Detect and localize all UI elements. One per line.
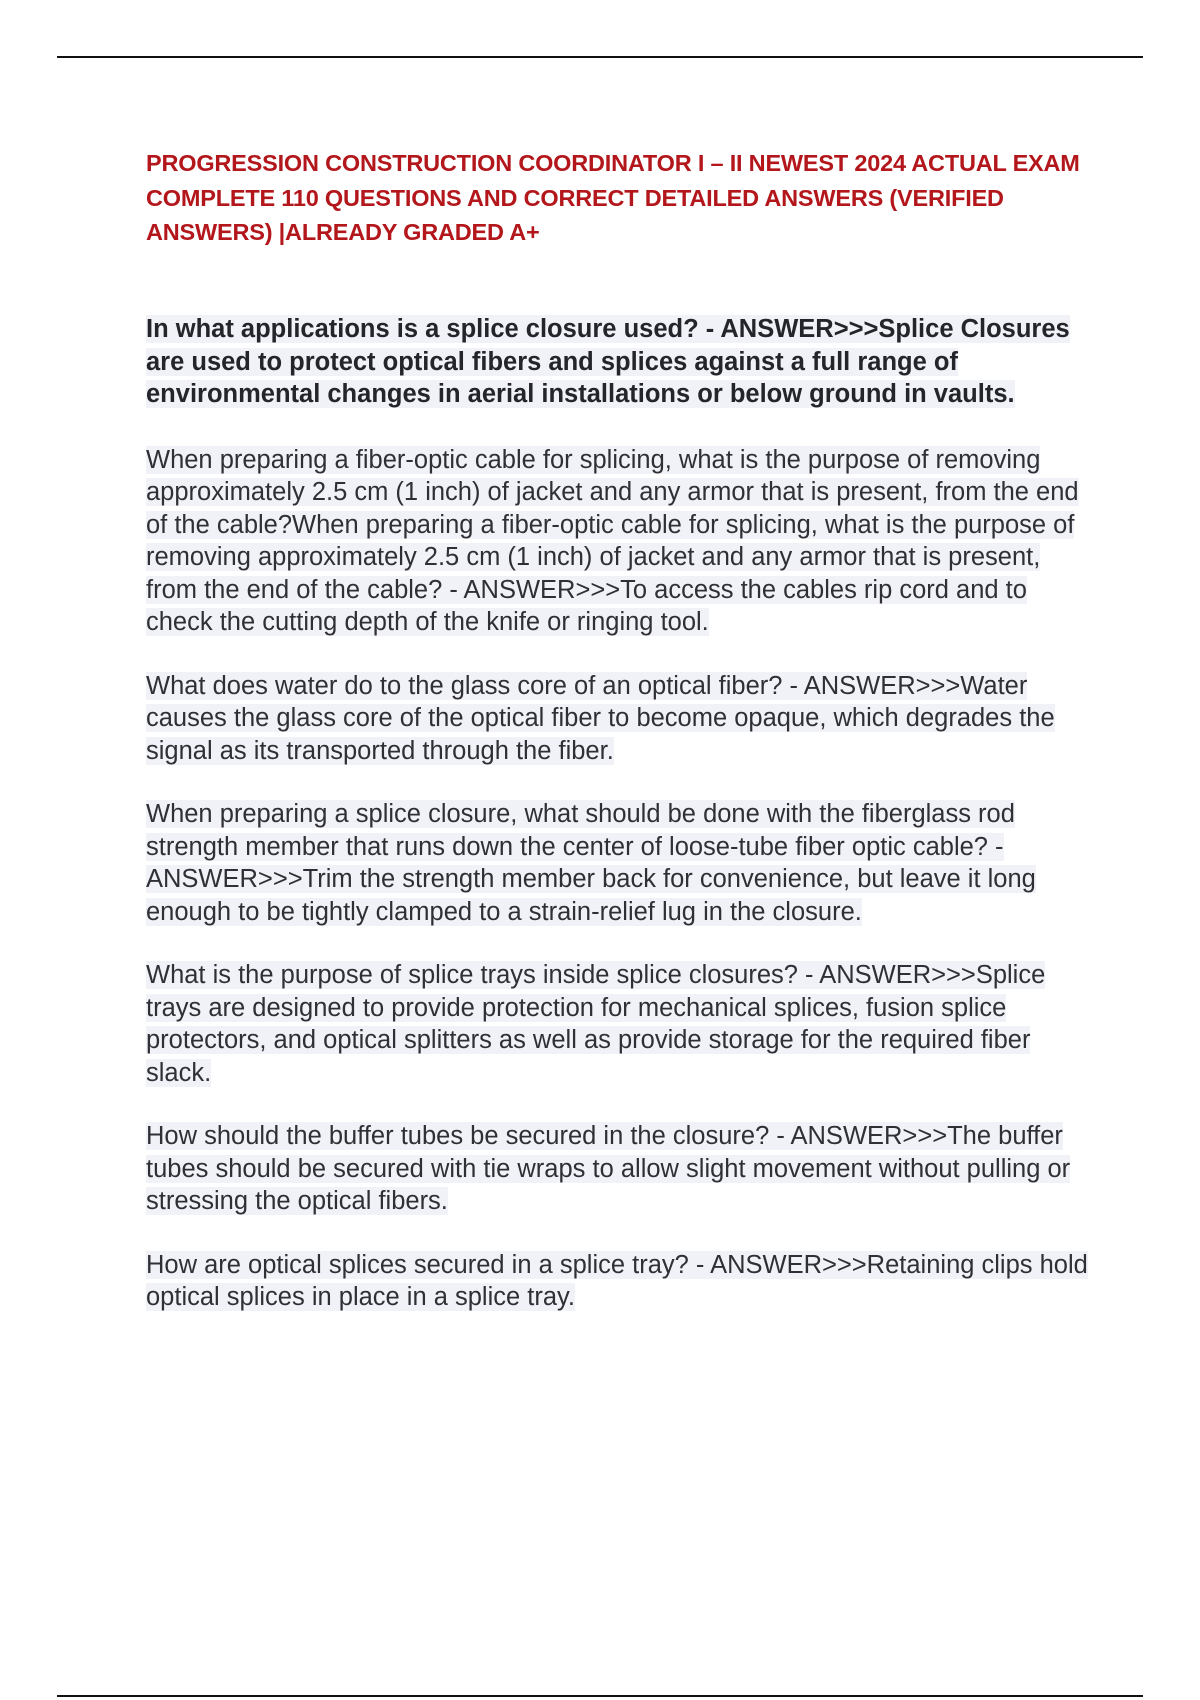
qa-entry [146,444,1091,639]
header-rule [57,56,1143,58]
qa-list [146,313,1091,1345]
qa-entry [146,313,1091,411]
qa-entry-text: How are optical splices secured in a splice tray? - ANSWER>>>Retaining clips hold optical splices in place in a splice tray. [146,1250,1088,1311]
qa-entry-text: When preparing a splice closure, what should be done with the fiberglass rod strength member that runs down the center of loose-tube fiber optic cable? - ANSWER>>>Trim the strength member back for convenience, but leave it long enough to be tightly clamped to a strain-relief lug in the closure. [146,800,1036,926]
qa-entry-text: When preparing a fiber-optic cable for splicing, what is the purpose of removing approximately 2.5 cm (1 inch) of jacket and any armor that is present, from the end of the cable?When preparing a fiber-optic cable for splicing, what is the purpose of removing approximately 2.5 cm (1 inch) of jacket and any armor that is present, from the end of the cable? - ANSWER>>>To access the cables rip cord and to check the cutting depth of the knife or ringing tool. [146,445,1079,636]
qa-entry-text: How should the buffer tubes be secured in the closure? - ANSWER>>>The buffer tubes should be secured with tie wraps to allow slight movement without pulling or stressing the optical fibers. [146,1122,1071,1215]
qa-entry-text: What is the purpose of splice trays inside splice closures? - ANSWER>>>Splice trays are designed to provide protection for mechanical splices, fusion splice protectors, and optical splitters as well as provide storage for the required fiber slack. [146,961,1046,1087]
qa-entry [146,1120,1091,1218]
qa-entry [146,798,1091,928]
qa-entry-text: In what applications is a splice closure used? - ANSWER>>>Splice Closures are used to protect optical fibers and splices against a full range of environmental changes in aerial installations or below ground in vaults. [146,315,1070,408]
qa-entry-text: What does water do to the glass core of an optical fiber? - ANSWER>>>Water causes the glass core of the optical fiber to become opaque, which degrades the signal as its transported through the fiber. [146,671,1055,765]
document-title: PROGRESSION CONSTRUCTION COORDINATOR I – II NEWEST 2024 ACTUAL EXAM COMPLETE 110 QUESTIONS AND CORRECT DETAILED ANSWERS (VERIFIED ANSWERS) |ALREADY GRADED A+ [146,150,1080,245]
footer-rule [57,1695,1143,1697]
qa-entry [146,959,1091,1089]
qa-entry [146,1249,1091,1314]
qa-entry [146,670,1091,768]
